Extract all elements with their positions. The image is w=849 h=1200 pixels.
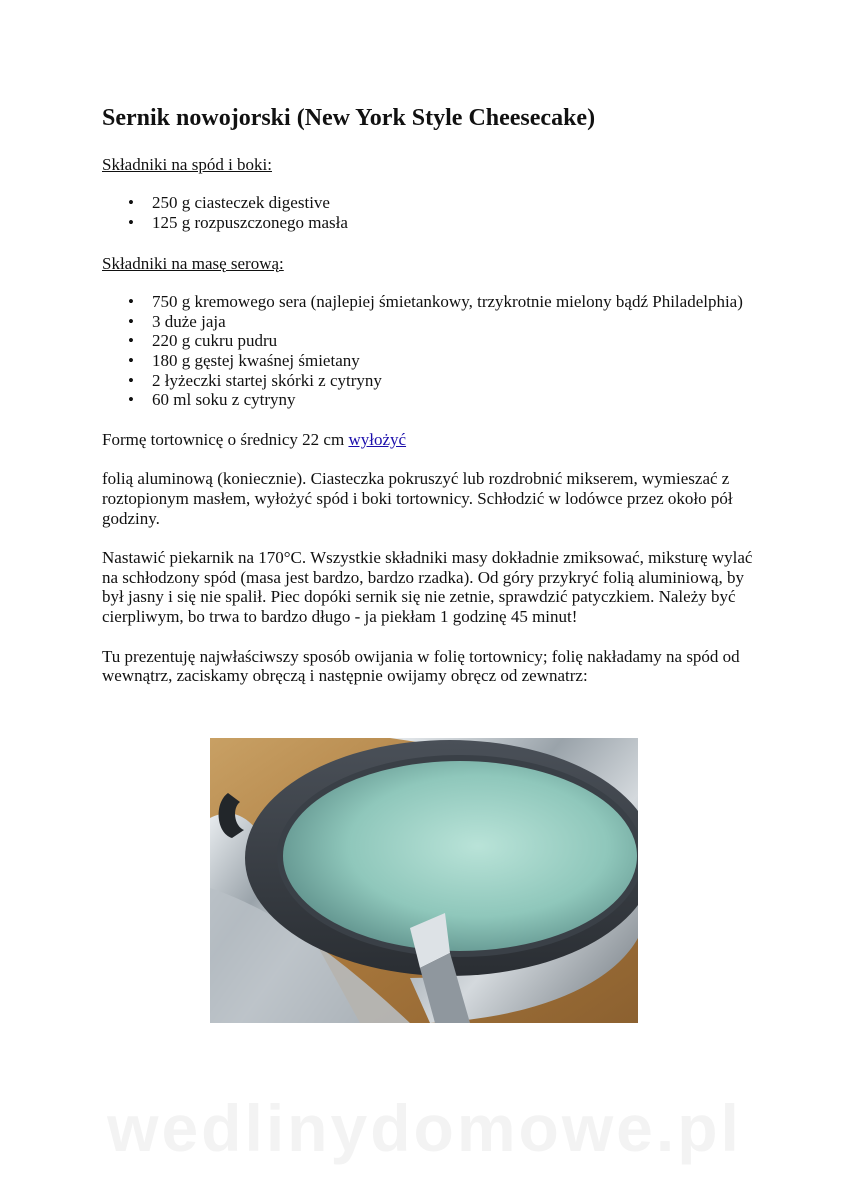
base-ingredients-heading: Składniki na spód i boki: [102,155,272,174]
cheese-ingredients-heading: Składniki na masę serową: [102,254,284,274]
list-item: • 220 g cukru pudru [152,331,762,351]
form-text: Formę tortownicę o średnicy 22 cm [102,429,349,449]
list-item: • 3 duże jaja [152,312,762,332]
list-item: • 250 g ciasteczek digestive [152,193,762,213]
page-title: Sernik nowojorski (New York Style Cheesecake) [102,105,596,131]
recipe-document [102,103,762,686]
springform-pan-photo [210,738,638,1023]
form-paragraph [102,430,762,450]
wrapping-paragraph: Tu prezentuję najwłaściwszy sposób owijania w folię tortownicy; folię nakładamy na spód od wewnątrz, zaciskamy obręczą i następnie owijamy obręcz od zewnatrz: [102,646,740,686]
watermark: wedlinydomowe.pl [107,1091,742,1165]
folia-paragraph: folią aluminową (koniecznie). Ciasteczka pokruszyć lub rozdrobnić mikserem, wymieszać z roztopionym masłem, wyłożyć spód i boki tortownicy. Schłodzić w lodówce przez około pół godziny. [102,469,733,528]
list-item: • 60 ml soku z cytryny [152,390,762,410]
list-item: • 750 g kremowego sera (najlepiej śmietankowy, trzykrotnie mielony bądź Philadelphia) [152,292,762,312]
list-item: • 125 g rozpuszczonego masła [152,213,762,233]
list-item: • 2 łyżeczki startej skórki z cytryny [152,371,762,391]
cheese-ingredients-list [102,292,762,410]
list-item: • 180 g gęstej kwaśnej śmietany [152,351,762,371]
base-ingredients-list [102,193,762,232]
wylozyc-link[interactable]: wyłożyć [348,429,407,449]
oven-paragraph: Nastawić piekarnik na 170°C. Wszystkie składniki masy dokładnie zmiksować, miksturę wylać na schłodzony spód (masa jest bardzo, bardzo rzadka). Od góry przykryć folią aluminiową, by był jasny i się nie spalił. Piec dopóki sernik się nie zetnie, sprawdzić patyczkiem. Należy być cierpliwym, bo trwa to bardzo długo - ja piekłam 1 godzinę 45 minut! [102,548,753,626]
